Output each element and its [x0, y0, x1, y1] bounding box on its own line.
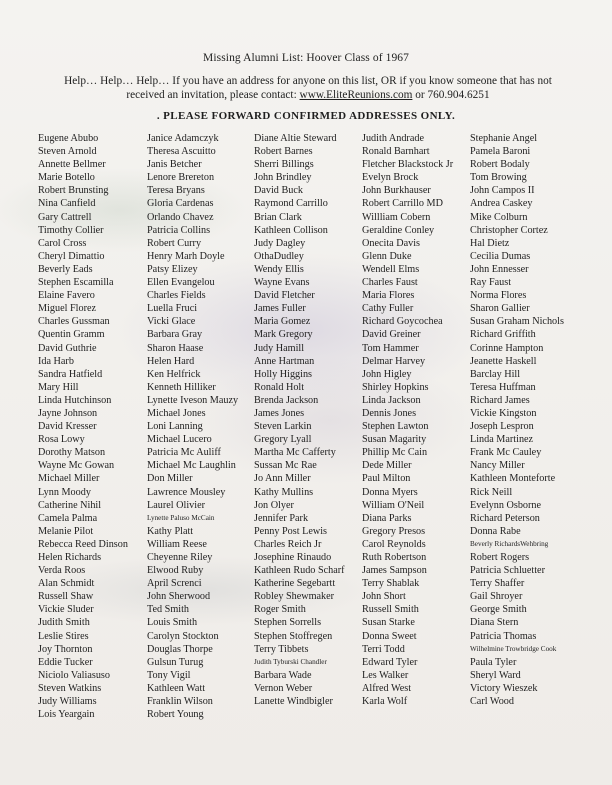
- alumni-name: Ted Smith: [147, 604, 190, 616]
- alumni-name: Niciolo Valiasuso: [38, 669, 110, 681]
- alumni-name: John Higley: [362, 368, 412, 380]
- alumni-name: Donna Rabe: [470, 525, 521, 537]
- alumni-name: Cecilia Dumas: [470, 250, 531, 262]
- alumni-name: Marie Botello: [38, 172, 95, 184]
- alumni-name: Loni Lanning: [147, 421, 203, 433]
- alumni-name: Andrea Caskey: [470, 198, 533, 210]
- names-column-2: [147, 132, 238, 721]
- alumni-name: Hal Dietz: [470, 237, 510, 249]
- alumni-name: John Campos II: [470, 185, 535, 197]
- alumni-name: Beverly RichardsWehbring: [470, 539, 549, 548]
- alumni-name: Gulsun Turug: [147, 656, 204, 668]
- alumni-name: Tom Browing: [470, 172, 527, 184]
- alumni-name: Teresa Huffman: [470, 381, 536, 393]
- alumni-name: Steven Larkin: [254, 421, 312, 433]
- alumni-name: Judy Williams: [38, 696, 97, 708]
- alumni-name: Nina Canfield: [38, 198, 96, 210]
- alumni-name: Penny Post Lewis: [254, 525, 328, 537]
- alumni-name: Dennis Jones: [362, 407, 417, 419]
- alumni-name: Lanette Windbigler: [254, 696, 333, 708]
- alumni-name: John Burkhauser: [362, 185, 431, 197]
- alumni-name: Gregory Presos: [362, 525, 426, 537]
- alumni-name: Vernon Weber: [254, 682, 313, 694]
- alumni-name: Franklin Wilson: [147, 696, 213, 708]
- alumni-name: Jeanette Haskell: [470, 355, 537, 367]
- alumni-name: Glenn Duke: [362, 250, 412, 262]
- alumni-name: Susan Starke: [362, 617, 415, 629]
- alumni-name: Michael Miller: [38, 473, 100, 485]
- alumni-name: Linda Martinez: [470, 434, 534, 446]
- alumni-name: OthaDudley: [254, 250, 304, 262]
- alumni-name: Edward Tyler: [362, 656, 418, 668]
- alumni-name: Kathleen Collison: [254, 224, 328, 236]
- alumni-name: Patricia Collins: [147, 224, 211, 236]
- alumni-name: Vicki Glace: [147, 316, 196, 328]
- alumni-name: Terry Shaffer: [470, 578, 525, 590]
- alumni-name: Ruth Robertson: [362, 552, 427, 563]
- alumni-name: Ellen Evangelou: [147, 277, 215, 289]
- alumni-name: Sheryl Ward: [470, 669, 521, 681]
- alumni-name: Diana Stern: [470, 617, 519, 629]
- alumni-name: Jayne Johnson: [38, 407, 98, 419]
- help-message: [38, 75, 578, 102]
- alumni-name: Terri Todd: [362, 643, 405, 655]
- alumni-name: Kathleen Monteforte: [470, 473, 556, 485]
- alumni-name: Lois Yeargain: [38, 709, 95, 721]
- alumni-name: Katherine Segebartt: [254, 578, 336, 590]
- alumni-name: Camela Palma: [38, 512, 98, 524]
- alumni-name: Dorothy Matson: [38, 447, 106, 459]
- alumni-name: David Kresser: [38, 421, 97, 433]
- alumni-name: Barbara Wade: [254, 669, 312, 681]
- alumni-name: Josephine Rinaudo: [254, 552, 332, 563]
- alumni-name: Robert Rogers: [470, 552, 530, 563]
- alumni-name: Les Walker: [362, 669, 409, 681]
- alumni-name: Quentin Gramm: [38, 329, 105, 341]
- alumni-name: Ronald Barnhart: [362, 146, 430, 158]
- alumni-name: Brian Clark: [254, 211, 302, 223]
- alumni-name: Barbara Gray: [147, 329, 203, 341]
- alumni-name: Sharon Gallier: [470, 303, 530, 315]
- alumni-name: Eddie Tucker: [38, 656, 93, 668]
- alumni-name: Vickie Sluder: [38, 604, 94, 616]
- help-line-2: [38, 89, 578, 103]
- alumni-name: Kenneth Hilliker: [147, 381, 216, 393]
- alumni-name: Michael Lucero: [147, 434, 212, 446]
- alumni-name: Linda Hutchinson: [38, 394, 112, 406]
- alumni-name: Nancy Miller: [470, 460, 525, 472]
- alumni-name: Diane Altie Steward: [254, 133, 337, 144]
- alumni-name: Melanie Pilot: [38, 525, 94, 537]
- alumni-name: John Ennesser: [470, 263, 529, 275]
- alumni-name: Richard James: [470, 394, 530, 406]
- alumni-name: Willliam Cobern: [362, 211, 431, 223]
- alumni-name: Charles Gussman: [38, 316, 110, 328]
- alumni-name: Eugene Abubo: [38, 133, 99, 144]
- alumni-name: Wendell Elms: [362, 263, 420, 275]
- names-column-5: [470, 132, 564, 708]
- alumni-name: Stephen Stoffregen: [254, 630, 333, 642]
- alumni-name: Robert Young: [147, 709, 204, 721]
- alumni-name: Michael Jones: [147, 407, 206, 419]
- alumni-name: Lawrence Mousley: [147, 486, 226, 498]
- alumni-name: Janice Adamczyk: [147, 133, 219, 144]
- alumni-name: David Guthrie: [38, 342, 97, 354]
- alumni-name: Gail Shroyer: [470, 591, 523, 603]
- alumni-name: Vickie Kingston: [470, 407, 537, 419]
- alumni-name: Henry Marh Doyle: [147, 250, 225, 262]
- alumni-name: Robert Barnes: [254, 146, 313, 158]
- alumni-name: Patricia Thomas: [470, 630, 537, 642]
- alumni-name: Tom Hammer: [362, 342, 419, 354]
- alumni-name: Helen Hard: [147, 355, 195, 367]
- alumni-name: Carol Cross: [38, 237, 87, 249]
- alumni-name: Gregory Lyall: [254, 434, 312, 446]
- alumni-name: Elaine Favero: [38, 290, 95, 302]
- alumni-name: Lynette Iveson Mauzy: [147, 394, 239, 406]
- alumni-name: Patricia Mc Auliff: [147, 447, 221, 459]
- alumni-name: Annette Bellmer: [38, 159, 106, 171]
- alumni-name: Geraldine Conley: [362, 224, 435, 236]
- alumni-name: Terry Shablak: [362, 578, 420, 590]
- alumni-name: Susan Graham Nichols: [470, 316, 564, 328]
- alumni-name: Richard Griffith: [470, 329, 536, 341]
- alumni-name: Robert Curry: [147, 237, 202, 249]
- alumni-name: Tony Vigil: [147, 669, 191, 681]
- alumni-name: Victory Wieszek: [470, 682, 538, 694]
- alumni-name: Russell Shaw: [38, 591, 94, 603]
- alumni-name: Mary Hill: [38, 381, 79, 393]
- alumni-name: Ronald Holt: [254, 381, 305, 393]
- alumni-name: Robert Carrillo MD: [362, 198, 443, 210]
- alumni-name: William Reese: [147, 538, 207, 550]
- alumni-name: Phillip Mc Cain: [362, 447, 428, 459]
- alumni-name: Susan Magarity: [362, 434, 427, 446]
- alumni-name: Catherine Nihil: [38, 499, 102, 511]
- alumni-name: Sharon Haase: [147, 342, 204, 354]
- alumni-name: Norma Flores: [470, 290, 527, 302]
- alumni-name: Charles Faust: [362, 277, 418, 289]
- alumni-name: Dede Miller: [362, 460, 412, 472]
- alumni-name: Ken Helfrick: [147, 368, 201, 380]
- alumni-name: Evelynn Osborne: [470, 499, 542, 511]
- alumni-name: Evelyn Brock: [362, 172, 419, 184]
- contact-website-link[interactable]: www.EliteReunions.com: [299, 88, 413, 101]
- alumni-name: Kathleen Watt: [147, 682, 206, 694]
- alumni-name: Gloria Cardenas: [147, 198, 214, 210]
- alumni-name: Paula Tyler: [470, 656, 517, 668]
- alumni-name: Rick Neill: [470, 486, 513, 498]
- alumni-name: Gary Cattrell: [38, 211, 92, 223]
- alumni-name: Miguel Florez: [38, 303, 97, 315]
- alumni-name: Carolyn Stockton: [147, 630, 219, 642]
- alumni-name: John Sherwood: [147, 591, 211, 603]
- alumni-name: Donna Myers: [362, 486, 418, 498]
- alumni-name: Timothy Collier: [38, 224, 104, 236]
- alumni-name: Charles Reich Jr: [254, 538, 322, 550]
- alumni-name: Judith Tyburski Chandler: [254, 657, 327, 666]
- alumni-name: Robert Bodaly: [470, 159, 530, 171]
- alumni-name: Kathy Mullins: [254, 486, 314, 498]
- names-column-1: [38, 132, 128, 721]
- alumni-name: Janis Betcher: [147, 159, 202, 171]
- alumni-name: Douglas Thorpe: [147, 643, 213, 655]
- alumni-name: Rebecca Reed Dinson: [38, 538, 128, 550]
- help-line-2-prefix: received an invitation, please contact:: [126, 88, 300, 101]
- alumni-name: James Jones: [254, 407, 305, 419]
- alumni-name: Beverly Eads: [38, 263, 93, 275]
- alumni-name: Charles Fields: [147, 290, 206, 302]
- alumni-name: Patsy Elizey: [147, 263, 198, 275]
- alumni-name: Shirley Hopkins: [362, 381, 429, 393]
- alumni-name: April Screnci: [147, 578, 202, 590]
- alumni-name: Brenda Jackson: [254, 394, 319, 406]
- alumni-name: Robley Shewmaker: [254, 591, 335, 603]
- alumni-name: Donna Sweet: [362, 630, 417, 642]
- alumni-name: Don Miller: [147, 473, 193, 485]
- alumni-name: Theresa Ascuitto: [147, 146, 216, 158]
- alumni-name: Teresa Bryans: [147, 185, 205, 197]
- alumni-name: Judy Dagley: [254, 237, 306, 249]
- alumni-name: Rosa Lowy: [38, 434, 85, 446]
- alumni-name: Maria Gomez: [254, 316, 311, 328]
- alumni-name: Karla Wolf: [362, 696, 408, 708]
- alumni-name: Wendy Ellis: [254, 263, 304, 275]
- alumni-name: Helen Richards: [38, 552, 102, 563]
- alumni-name: Sussan Mc Rae: [254, 460, 317, 472]
- alumni-name: Frank Mc Cauley: [470, 447, 542, 459]
- alumni-name: Corinne Hampton: [470, 342, 544, 354]
- alumni-name: Paul Milton: [362, 473, 411, 485]
- alumni-name: Lenore Brereton: [147, 172, 215, 184]
- alumni-name: Richard Peterson: [470, 512, 540, 524]
- alumni-name: Elwood Ruby: [147, 565, 204, 577]
- alumni-name: Diana Parks: [362, 512, 412, 524]
- alumni-name: Delmar Harvey: [362, 355, 426, 367]
- alumni-name: David Buck: [254, 185, 303, 197]
- alumni-name: Laurel Olivier: [147, 499, 205, 511]
- alumni-name: Raymond Carrillo: [254, 198, 328, 210]
- alumni-name: Joseph Lespron: [470, 421, 534, 433]
- alumni-name: Stephanie Angel: [470, 133, 538, 144]
- alumni-name: Christopher Cortez: [470, 224, 548, 236]
- alumni-name: William O'Neil: [362, 499, 425, 511]
- alumni-name: Judith Andrade: [362, 133, 424, 144]
- alumni-name: Kathy Platt: [147, 525, 194, 537]
- alumni-name: Pamela Baroni: [470, 146, 531, 158]
- alumni-name: Michael Mc Laughlin: [147, 460, 236, 472]
- alumni-name: Sandra Hatfield: [38, 368, 103, 380]
- alumni-name: Linda Jackson: [362, 394, 421, 406]
- alumni-name: Ray Faust: [470, 277, 512, 289]
- alumni-name: Cheryl Dimattio: [38, 250, 105, 262]
- alumni-name: Orlando Chavez: [147, 211, 214, 223]
- alumni-name: Louis Smith: [147, 617, 198, 629]
- alumni-name: James Sampson: [362, 565, 427, 577]
- alumni-name: Kathleen Rudo Scharf: [254, 565, 345, 577]
- alumni-name: Martha Mc Cafferty: [254, 447, 336, 459]
- alumni-name: Alfred West: [362, 682, 412, 694]
- alumni-name: Onecita Davis: [362, 237, 420, 249]
- alumni-name: Carl Wood: [470, 696, 514, 708]
- alumni-name: John Short: [362, 591, 406, 603]
- alumni-name: John Brindley: [254, 172, 312, 184]
- alumni-name: Patricia Schluetter: [470, 565, 545, 577]
- alumni-name: Verda Roos: [38, 565, 86, 577]
- alumni-name: Jo Ann Miller: [254, 473, 311, 485]
- alumni-name: Richard Goycochea: [362, 316, 443, 328]
- alumni-name: Barclay Hill: [470, 368, 521, 380]
- alumni-name: Mark Gregory: [254, 329, 313, 341]
- alumni-name: Stephen Escamilla: [38, 277, 114, 289]
- help-line-1: Help… Help… Help… If you have an address for anyone on this list, OR if you know someone that has not: [64, 75, 552, 87]
- alumni-name: Steven Watkins: [38, 682, 102, 694]
- alumni-name: Jennifer Park: [254, 512, 309, 524]
- alumni-name: Judith Smith: [38, 617, 90, 629]
- alumni-name: Wayne Evans: [254, 277, 310, 289]
- alumni-name: Fletcher Blackstock Jr: [362, 159, 454, 171]
- alumni-name: Joy Thornton: [38, 643, 93, 655]
- alumni-name: Holly Higgins: [254, 368, 313, 380]
- alumni-name: Wilhelmine Trowbridge Cook: [470, 644, 557, 653]
- alumni-name: Cheyenne Riley: [147, 552, 213, 563]
- page-title: Missing Alumni List: Hoover Class of 1967: [203, 52, 409, 64]
- alumni-name: Ida Harb: [38, 355, 74, 367]
- alumni-name: Luella Fruci: [147, 303, 198, 315]
- alumni-name: Russell Smith: [362, 604, 419, 616]
- alumni-name: Steven Arnold: [38, 146, 97, 158]
- alumni-name: Cathy Fuller: [362, 303, 414, 315]
- alumni-name: Mike Colburn: [470, 211, 528, 223]
- alumni-name: Stephen Sorrells: [254, 617, 322, 629]
- alumni-name: Leslie Stires: [38, 630, 89, 642]
- alumni-name: David Greiner: [362, 329, 421, 341]
- alumni-name: Wayne Mc Gowan: [38, 460, 115, 472]
- alumni-name: Lynette Paluso McCain: [147, 513, 215, 522]
- alumni-name: Stephen Lawton: [362, 421, 429, 433]
- alumni-name: Robert Brunsting: [38, 185, 109, 197]
- alumni-name: Roger Smith: [254, 604, 306, 616]
- alumni-name: Maria Flores: [362, 290, 415, 302]
- names-column-4: [362, 132, 453, 708]
- alumni-name: Alan Schmidt: [38, 578, 95, 590]
- names-column-3: [254, 132, 345, 708]
- alumni-name: George Smith: [470, 604, 527, 616]
- alumni-name: Jon Olyer: [254, 499, 294, 511]
- contact-phone: or 760.904.6251: [412, 88, 490, 101]
- alumni-name: Lynn Moody: [38, 486, 91, 498]
- alumni-name: Terry Tibbets: [254, 643, 309, 655]
- alumni-name: Carol Reynolds: [362, 538, 426, 550]
- alumni-name: Judy Hamill: [254, 342, 305, 354]
- alumni-name: James Fuller: [254, 303, 306, 315]
- alumni-name: David Fletcher: [254, 290, 315, 302]
- alumni-name: Anne Hartman: [254, 355, 315, 367]
- forward-notice: . PLEASE FORWARD CONFIRMED ADDRESSES ONLY.: [156, 110, 456, 122]
- alumni-name: Sherri Billings: [254, 159, 314, 171]
